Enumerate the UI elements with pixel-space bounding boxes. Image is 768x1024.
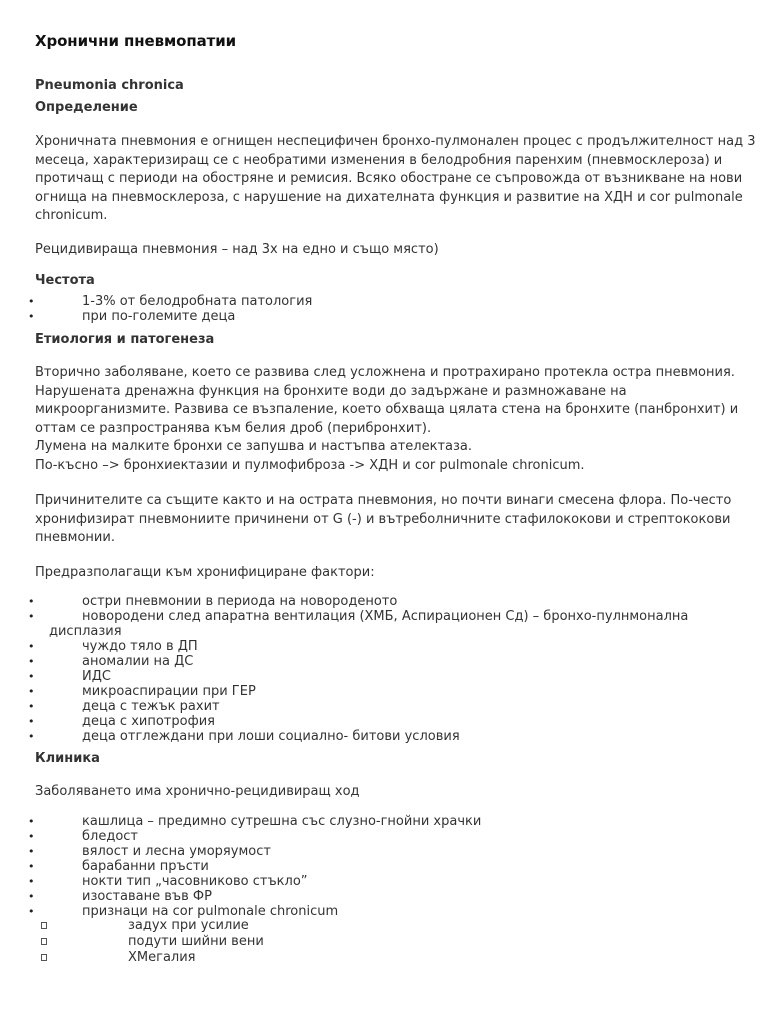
bullet-icon: • bbox=[28, 890, 35, 903]
bullet-icon: • bbox=[28, 595, 35, 608]
square-bullet-icon bbox=[41, 954, 47, 961]
bullet-icon: • bbox=[28, 875, 35, 888]
bullet-icon: • bbox=[28, 815, 35, 828]
text-line: Заболяването има хронично-рецидивиращ ход bbox=[35, 784, 360, 799]
cor-pulmonale-sublist bbox=[0, 918, 768, 966]
square-bullet-icon bbox=[41, 922, 47, 929]
heading-frequency: Честота bbox=[35, 273, 95, 288]
heading-clinic: Клиника bbox=[35, 751, 100, 766]
list-item: • изоставане във ФР bbox=[28, 889, 212, 904]
latin-subtitle: Pneumonia chronica bbox=[35, 78, 184, 93]
recurrent-paragraph bbox=[35, 241, 740, 260]
bullet-icon: • bbox=[28, 905, 35, 918]
bullet-icon: • bbox=[28, 830, 35, 843]
text-line: пневмонии. bbox=[35, 530, 115, 545]
heading-definition: Определение bbox=[35, 100, 138, 115]
list-item: • вялост и лесна уморяумост bbox=[28, 844, 271, 859]
text-line: месеца, характеризиращ се с необратими изменения в белодробния паренхим (пневмосклероза) и bbox=[35, 152, 723, 168]
bullet-icon: • bbox=[28, 610, 35, 623]
bullet-icon: • bbox=[28, 715, 35, 728]
text-line: По-късно –> бронхиектазии и пулмофиброза -> ХДН и cor pulmonale chronicum. bbox=[35, 457, 585, 473]
bullet-icon: • bbox=[28, 655, 35, 668]
text-line: Лумена на малките бронхи се запушва и настъпва ателектаза. bbox=[35, 439, 473, 454]
list-item: • признаци на cor pulmonale chronicum bbox=[28, 904, 339, 919]
list-item: • аномалии на ДС bbox=[28, 654, 194, 669]
bullet-icon: • bbox=[28, 640, 35, 653]
text-line: chronicum. bbox=[35, 208, 108, 223]
heading-etiology: Етиология и патогенеза bbox=[35, 332, 215, 347]
list-item: • деца с хипотрофия bbox=[28, 714, 215, 729]
sublist-item: подути шийни вени bbox=[0, 934, 768, 950]
page-title: Хронични пневмопатии bbox=[35, 32, 237, 50]
text-line: протичащ с периоди на обостряне и ремисия. Всяко обостране се съпровожда от възникване на нови bbox=[35, 171, 743, 186]
bullet-icon: • bbox=[28, 670, 35, 683]
text-line: Нарушената дренажна функция на бронхите води до задържане и размножаване на bbox=[35, 383, 627, 399]
bullet-icon: • bbox=[28, 295, 35, 308]
frequency-list bbox=[0, 294, 768, 324]
predisposing-list bbox=[0, 594, 768, 744]
list-item: • бледост bbox=[28, 829, 138, 844]
definition-paragraph bbox=[35, 133, 756, 226]
list-item: • чуждо тяло в ДП bbox=[28, 639, 198, 654]
sublist-item: задух при усилие bbox=[0, 918, 768, 934]
square-bullet-icon bbox=[41, 938, 47, 945]
text-line: Рецидивираща пневмония – над 3х на едно и също място) bbox=[35, 242, 439, 257]
list-item: • остри пневмонии в периода на новороденото bbox=[28, 594, 398, 609]
list-item: • барабанни пръсти bbox=[28, 859, 209, 874]
bullet-icon: • bbox=[28, 845, 35, 858]
list-item: • ИДС bbox=[28, 669, 111, 684]
list-item: • микроаспирации при ГЕР bbox=[28, 684, 256, 699]
clinic-list bbox=[0, 814, 768, 919]
list-item: • нокти тип „часовниково стъкло” bbox=[28, 874, 308, 889]
text-line: Причинителите са същите както и на острата пневмония, но почти винаги смесена флора. По-често bbox=[35, 493, 732, 508]
bullet-icon: • bbox=[28, 310, 35, 323]
predisposing-intro bbox=[35, 564, 740, 583]
text-line: оттам се разпространява към белия дроб (перибронхит). bbox=[35, 420, 432, 436]
text-line: Хроничната пневмония е огнищен неспецифичен бронхо-пулмонален процес с продължителност над 3 bbox=[35, 134, 756, 149]
text-line: хронифизират пневмониите причинени от G (-) и вътреболничните стафилококови и стрептококови bbox=[35, 511, 731, 527]
list-item: • кашлица – предимно сутрешна със слузно-гнойни храчки bbox=[28, 814, 482, 829]
text-line: огнища на пневмосклероза, с нарушение на дихателната функция и развитие на ХДН и cor pulmonale bbox=[35, 189, 743, 205]
bullet-icon: • bbox=[28, 685, 35, 698]
list-item: • деца с тежък рахит bbox=[28, 699, 220, 714]
text-line: Предразполагащи към хронифициране фактори: bbox=[35, 565, 375, 580]
text-line: микроорганизмите. Развива се възпаление, което обхваща цялата стена на бронхите (панбронхит) и bbox=[35, 402, 739, 417]
etiology-paragraph bbox=[35, 364, 740, 475]
causes-paragraph bbox=[35, 492, 740, 548]
list-item: • деца отглеждани при лоши социално- битови условия bbox=[28, 729, 460, 744]
sublist-item: ХМегалия bbox=[0, 950, 768, 966]
text-line: Вторично заболяване, което се развива след усложнена и протрахирано протекла остра пневмония. bbox=[35, 365, 735, 380]
bullet-icon: • bbox=[28, 730, 35, 743]
bullet-icon: • bbox=[28, 700, 35, 713]
bullet-icon: • bbox=[28, 860, 35, 873]
clinic-intro bbox=[35, 783, 740, 802]
list-item: • при по-големите деца bbox=[28, 309, 236, 324]
list-item: • новородени след апаратна вентилация (ХМБ, Аспирационен Сд) – бронхо-пулнмонална дисплазия bbox=[28, 609, 689, 639]
list-item: • 1-3% от белодробната патология bbox=[28, 294, 313, 309]
